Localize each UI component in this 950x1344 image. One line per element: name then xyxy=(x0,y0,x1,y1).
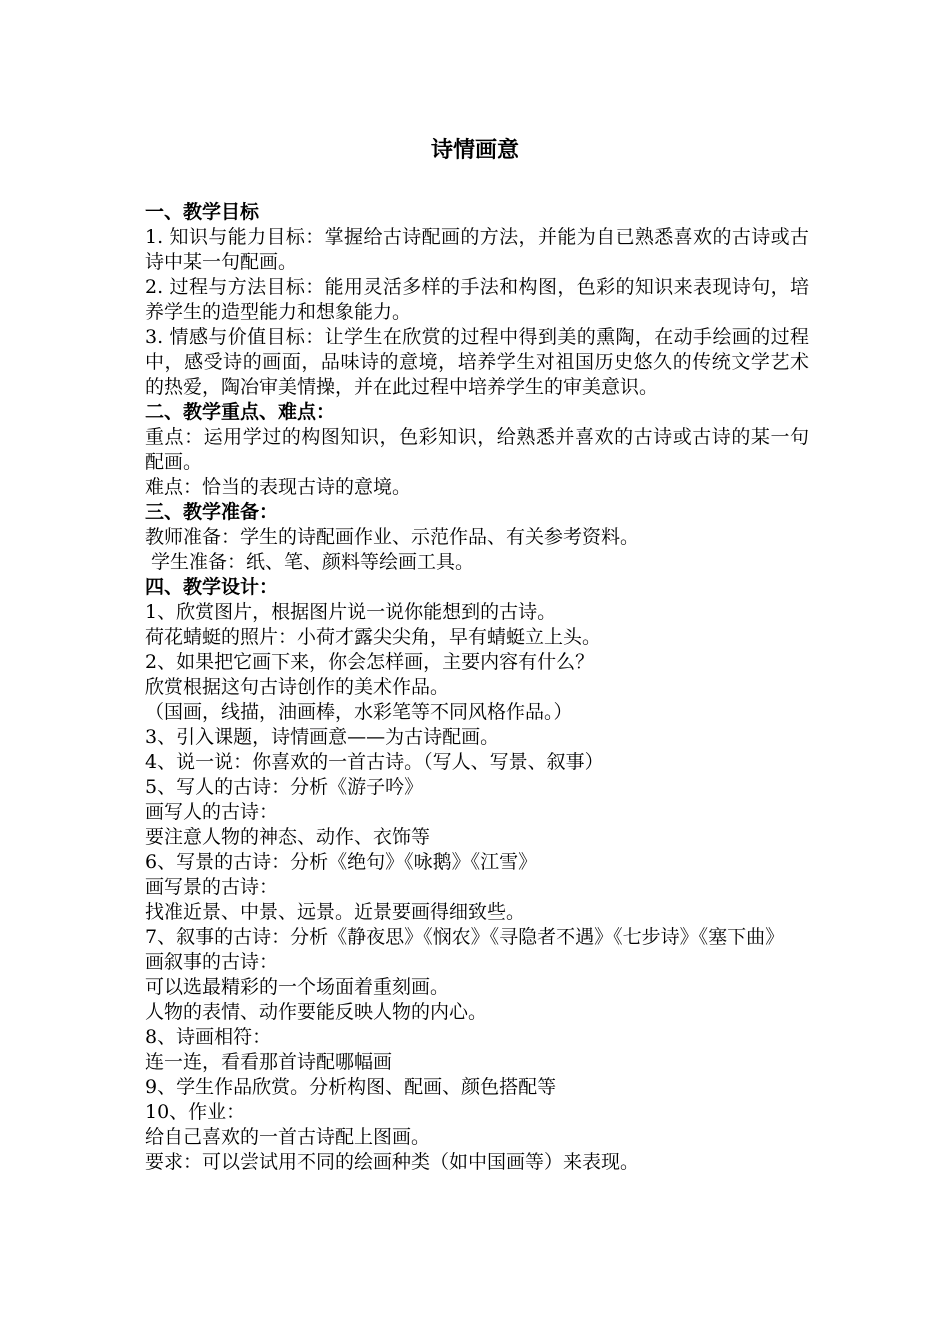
paragraph: （国画，线描，油画棒，水彩笔等不同风格作品。） xyxy=(145,701,573,723)
paragraph: 欣赏根据这句古诗创作的美术作品。 xyxy=(145,676,450,698)
paragraph: 1. 知识与能力目标：掌握给古诗配画的方法，并能为自已熟悉喜欢的古诗或古诗中某一句配画。 xyxy=(145,226,809,273)
paragraph: 4、说一说：你喜欢的一首古诗。（写人、写景、叙事） xyxy=(145,751,604,773)
paragraph: 6、写景的古诗：分析《绝句》《咏鹅》《江雪》 xyxy=(145,851,538,873)
section-heading: 四、教学设计： xyxy=(145,576,279,598)
document-title: 诗情画意 xyxy=(430,138,519,163)
document-body xyxy=(145,200,809,1175)
paragraph: 画叙事的古诗： xyxy=(145,951,279,973)
section-heading: 二、教学重点、难点： xyxy=(145,401,336,423)
paragraph: 2. 过程与方法目标：能用灵活多样的手法和构图，色彩的知识来表现诗句，培养学生的造型能力和想象能力。 xyxy=(145,276,809,323)
paragraph: 1、欣赏图片，根据图片说一说你能想到的古诗。 xyxy=(145,601,557,623)
paragraph: 2、如果把它画下来，你会怎样画，主要内容有什么？ xyxy=(145,651,595,673)
paragraph: 7、叙事的古诗：分析《静夜思》《悯农》《寻隐者不遇》《七步诗》《塞下曲》 xyxy=(145,926,785,948)
paragraph: 重点：运用学过的构图知识，色彩知识，给熟悉并喜欢的古诗或古诗的某一句配画。 xyxy=(145,426,809,473)
paragraph: 3、引入课题，诗情画意——为古诗配画。 xyxy=(145,726,500,748)
paragraph: 找准近景、中景、远景。近景要画得细致些。 xyxy=(145,901,526,923)
paragraph: 学生准备：纸、笔、颜料等绘画工具。 xyxy=(145,551,475,573)
paragraph: 连一连，看看那首诗配哪幅画 xyxy=(145,1051,393,1073)
paragraph: 画写景的古诗： xyxy=(145,876,279,898)
paragraph: 8、诗画相符： xyxy=(145,1026,272,1048)
paragraph: 要求：可以尝试用不同的绘画种类（如中国画等）来表现。 xyxy=(145,1151,640,1173)
paragraph: 教师准备：学生的诗配画作业、示范作品、有关参考资料。 xyxy=(145,526,640,548)
paragraph: 3. 情感与价值目标：让学生在欣赏的过程中得到美的熏陶，在动手绘画的过程中，感受诗的画面，品味诗的意境，培养学生对祖国历史悠久的传统文学艺术的热爱，陶冶审美情操，并在此过程中培养学生的审美意识。 xyxy=(145,326,809,398)
paragraph: 荷花蜻蜓的照片：小荷才露尖尖角，早有蜻蜓立上头。 xyxy=(145,626,602,648)
paragraph: 5、写人的古诗：分析《游子吟》 xyxy=(145,776,424,798)
paragraph: 10、作业： xyxy=(145,1101,246,1123)
paragraph: 难点：恰当的表现古诗的意境。 xyxy=(145,476,412,498)
paragraph: 给自己喜欢的一首古诗配上图画。 xyxy=(145,1126,431,1148)
paragraph: 要注意人物的神态、动作、衣饰等 xyxy=(145,826,431,848)
section-heading: 一、教学目标 xyxy=(145,201,260,223)
paragraph: 人物的表情、动作要能反映人物的内心。 xyxy=(145,1001,488,1023)
paragraph: 画写人的古诗： xyxy=(145,801,279,823)
section-heading: 三、教学准备： xyxy=(145,501,279,523)
paragraph: 可以选最精彩的一个场面着重刻画。 xyxy=(145,976,450,998)
paragraph: 9、学生作品欣赏。分析构图、配画、颜色搭配等 xyxy=(145,1076,557,1098)
